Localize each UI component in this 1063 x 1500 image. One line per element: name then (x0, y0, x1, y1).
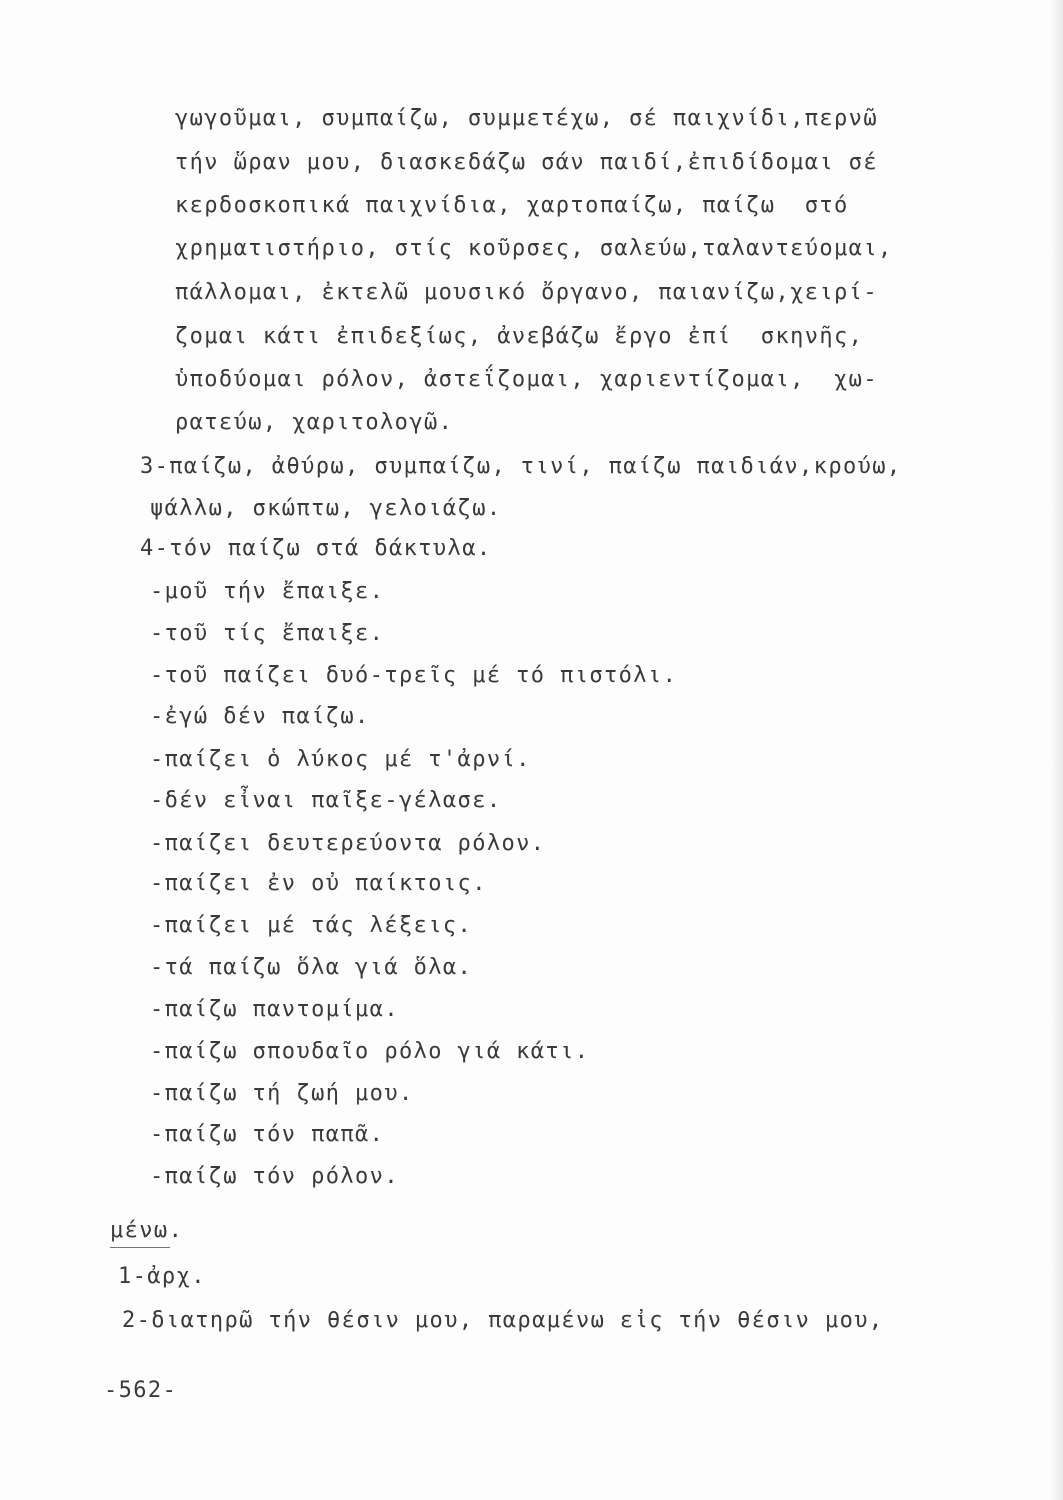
text-line: -παίζει ὁ λύκος μέ τ'ἀρνί. (150, 747, 531, 772)
text-line: ψάλλω, σκώπτω, γελοιάζω. (150, 496, 502, 521)
text-line: -παίζει μέ τάς λέξεις. (150, 913, 473, 938)
text-line: -παίζω τή ζωή μου. (150, 1081, 414, 1106)
text-line: -τά παίζω ὅλα γιά ὅλα. (150, 955, 473, 980)
entry-headword: μένω. (110, 1218, 184, 1243)
text-line: 4-τόν παίζω στά δάκτυλα. (140, 536, 492, 561)
text-line: 3-παίζω, ἀθύρω, συμπαίζω, τινί, παίζω παιδιάν,κρούω, (140, 454, 902, 479)
text-line: 2-διατηρῶ τήν θέσιν μου, παραμένω εἰς τήν θέσιν μου, (122, 1308, 884, 1333)
text-line: χρηματιστήριο, στίς κοῦρσες, σαλεύω,ταλαντεύομαι, (175, 236, 893, 261)
text-line: -δέν εἶναι παῖξε-γέλασε. (150, 788, 502, 813)
headword-underline (110, 1247, 170, 1248)
page-number: -562- (104, 1378, 178, 1403)
text-line: -παίζω τόν παπᾶ. (150, 1122, 385, 1147)
text-line: -ἐγώ δέν παίζω. (150, 704, 370, 729)
text-line: ρατεύω, χαριτολογῶ. (175, 410, 454, 435)
text-line: ὑποδύομαι ρόλον, ἀστεΐζομαι, χαριεντίζομαι, χω- (175, 367, 878, 392)
text-line: -παίζω σπουδαῖο ρόλο γιά κάτι. (150, 1039, 590, 1064)
page-edge-shadow (1049, 0, 1063, 1500)
text-line: -παίζει ἐν οὐ παίκτοις. (150, 871, 487, 896)
text-line: κερδοσκοπικά παιχνίδια, χαρτοπαίζω, παίζω στό (175, 193, 849, 218)
text-line: πάλλομαι, ἐκτελῶ μουσικό ὄργανο, παιανίζω,χειρί- (175, 280, 878, 305)
text-line: γωγοῦμαι, συμπαίζω, συμμετέχω, σέ παιχνίδι,περνῶ (175, 106, 878, 131)
text-line: τήν ὥραν μου, διασκεδάζω σάν παιδί,ἐπιδίδομαι σέ (175, 150, 878, 175)
text-line: -παίζω τόν ρόλον. (150, 1164, 399, 1189)
text-line: -τοῦ παίζει δυό-τρεῖς μέ τό πιστόλι. (150, 663, 678, 688)
text-line: -παίζει δευτερεύοντα ρόλον. (150, 831, 546, 856)
text-line: -παίζω παντομίμα. (150, 997, 399, 1022)
text-line: -μοῦ τήν ἔπαιξε. (150, 579, 385, 604)
text-line: 1-ἀρχ. (118, 1264, 206, 1289)
text-line: ζομαι κάτι ἐπιδεξίως, ἀνεβάζω ἔργο ἐπί σκηνῆς, (175, 324, 864, 349)
text-line: -τοῦ τίς ἔπαιξε. (150, 621, 385, 646)
